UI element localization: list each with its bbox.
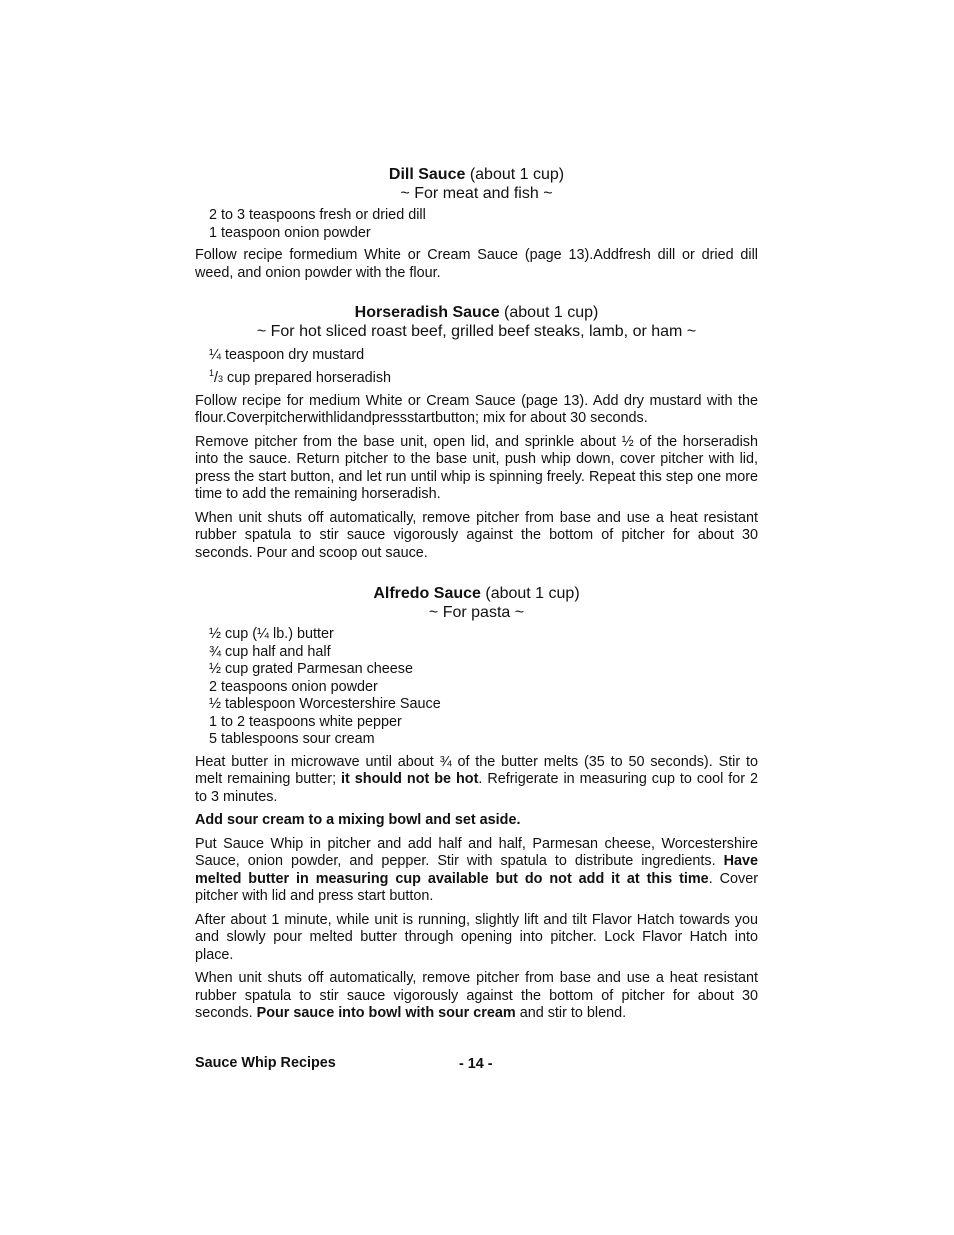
horseradish-para-2: Remove pitcher from the base unit, open lid, and sprinkle about ½ of the horseradish into the sauce. Return pitcher to the base unit, push whip down, cover pitcher with lid, press the start button, and let run until whip is spinning freely. Repeat this step one more time to add the remaining horseradish. [195,433,758,503]
text-run: and stir to blend. [515,1005,627,1022]
dill-subtitle: ~ For meat and fish ~ [400,185,553,202]
alfredo-name: Alfredo Sauce [373,585,481,603]
emphasis-text: it should not be hot [341,771,479,788]
text-run: . Cover pitcher with lid and press start button. [195,870,759,905]
horseradish-subtitle: ~ For hot sliced roast beef, grilled beef steaks, lamb, or ham ~ [256,323,697,340]
ingredient-item: ¼ teaspoon dry mustard [209,347,365,363]
emphasis-text: Add sour cream to a mixing bowl and set aside. [195,812,521,829]
alfredo-ingredients [195,626,758,749]
alfredo-para-4: After about 1 minute, while unit is running, slightly lift and tilt Flavor Hatch towards you and slowly pour melted butter through opening into pitcher. Lock Flavor Hatch into place. [195,911,758,963]
alfredo-subtitle: ~ For pasta ~ [428,604,525,622]
ingredient-item: 5 tablespoons sour cream [209,731,375,748]
ingredient-item: $^1/_3$ cup prepared horseradish [209,367,392,386]
alfredo-para-3 [195,836,758,906]
fraction-numerator: 1 [209,367,215,378]
dill-yield: (about 1 cup) [465,166,565,183]
dill-instructions: Follow recipe formedium White or Cream Sauce (page 13).Addfresh dill or dried dill weed, and onion powder with the flour. [195,247,758,281]
horseradish-name: Horseradish Sauce [354,304,500,321]
ingredient-item: 1 to 2 teaspoons white pepper [209,713,402,730]
alfredo-para-1 [195,754,758,807]
text-run: . Refrigerate in measuring cup to cool for 2 to 3 minutes. [195,771,758,805]
horseradish-title [195,303,758,322]
footer-title: Sauce Whip Recipes [195,1055,336,1071]
ingredient-item: 2 teaspoons onion powder [209,678,378,695]
horseradish-ingredients [195,347,758,388]
horseradish-para-1: Follow recipe for medium White or Cream Sauce (page 13). Add dry mustard with the flour.Coverpitcherwithlidandpressstartbutton; mix for about 30 seconds. [195,392,758,427]
horseradish-para-3: When unit shuts off automatically, remove pitcher from base and use a heat resistant rubber spatula to stir sauce vigorously against the bottom of pitcher for about 30 seconds. Pour and scoop out sauce. [195,509,758,561]
dill-ingredients [195,207,758,242]
ingredient-item: ½ cup (¼ lb.) butter [209,626,334,643]
page-footer [195,1055,758,1075]
ingredient-item: 2 to 3 teaspoons fresh or dried dill [209,207,426,223]
alfredo-title [195,584,758,603]
text-run: Heat butter in microwave until about ¾ of the butter melts (35 to 50 seconds). Stir to melt remaining butter; [195,753,758,788]
text-run: Put Sauce Whip in pitcher and add half and half, Parmesan cheese, Worcestershire Sauce, onion powder, and pepper. Stir with spatula to distribute ingredients. [195,835,758,870]
alfredo-yield: (about 1 cup) [480,585,580,603]
ingredient-item: ½ cup grated Parmesan cheese [209,661,413,678]
ingredient-text: cup prepared horseradish [223,369,392,386]
emphasis-text: Have melted butter in measuring cup available but do not add it at this time [195,853,758,887]
dill-title [195,165,758,184]
dill-name: Dill Sauce [388,166,466,183]
text-run: When unit shuts off automatically, remove pitcher from base and use a heat resistant rubber spatula to stir sauce vigorously against the bottom of pitcher for about 30 seconds. [195,970,758,1022]
emphasis-text: Pour sauce into bowl with sour cream [256,1005,516,1022]
ingredient-item: ½ tablespoon Worcestershire Sauce [209,696,441,713]
recipe-page [195,165,758,1029]
fraction-denominator: 3 [218,374,224,385]
horseradish-yield: (about 1 cup) [499,304,599,321]
page-number: - 14 - [459,1056,493,1072]
ingredient-item: 1 teaspoon onion powder [209,224,371,241]
alfredo-para-5 [195,970,758,1023]
ingredient-item: ¾ cup half and half [209,643,331,660]
alfredo-para-2 [195,812,758,830]
